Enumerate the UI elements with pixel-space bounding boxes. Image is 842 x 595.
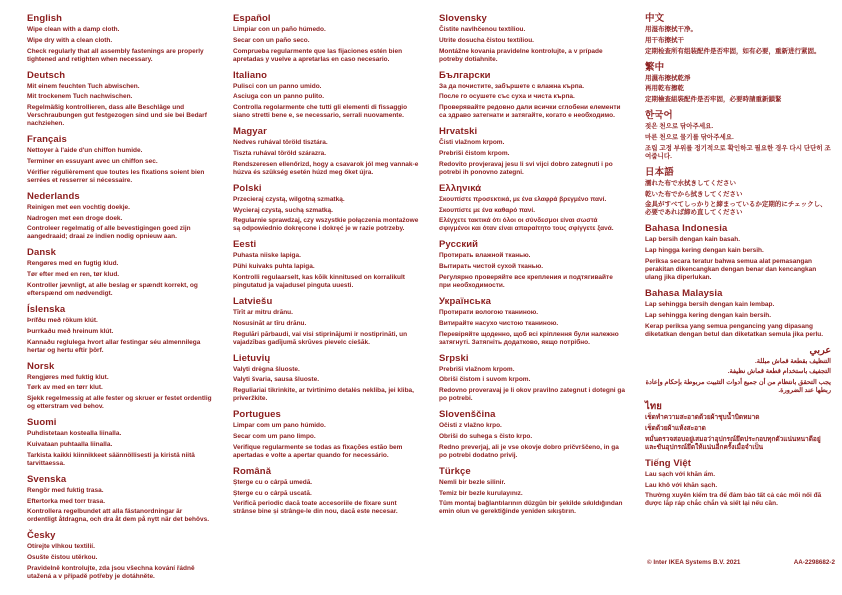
language-section [233, 296, 419, 347]
instruction-line: Utrite dosucha čistou textíliou. [439, 36, 534, 44]
language-heading: Español [233, 13, 271, 24]
language-heading: Bahasa Indonesia [645, 223, 728, 235]
instruction-line: Regelmäßig kontrollieren, dass alle Beschläge und Verschraubungen gut festgezogen sind und sie bei Bedarf nachziehen. [27, 104, 207, 128]
instruction-line: Redno preverjaj, ali je vse okovje dobro pričvrščeno, in ga po potrebi dodatno privij. [439, 443, 619, 459]
instruction-line: Rengøres med en fugtig klud. [27, 260, 119, 268]
language-heading: Eesti [233, 239, 257, 251]
instruction-line: Lap sehingga kering dengan kain bersih. [645, 311, 772, 319]
instruction-line: Lau khô với khăn sạch. [645, 481, 718, 489]
instruction-line: Obriši čistom i suvom krpom. [439, 376, 531, 384]
language-heading: Українська [439, 295, 491, 307]
instruction-line: Þrífðu með rökum klút. [27, 316, 98, 324]
instruction-line: Check regularly that all assembly fastenings are properly tightened and retighten when necessary. [27, 47, 204, 63]
language-column [27, 13, 213, 587]
instruction-line: Tīrīt ar mitru drānu. [233, 308, 293, 316]
language-heading: Srpski [439, 352, 469, 364]
language-column [439, 13, 625, 587]
instruction-line: Verifique regularmente se todas as fixações estão bem apertadas e volte a apertar quando for necessário. [233, 443, 403, 459]
language-heading: Portugues [233, 409, 281, 421]
instruction-line: Puhdistetaan kostealla liinalla. [27, 430, 122, 438]
instruction-line: 濡れた布で水拭きしてください [645, 179, 736, 187]
instruction-line: Thường xuyên kiểm tra để đảm bảo tất cả các mối nối đã được lắp ráp chắc chắn và siết lại nếu cần. [645, 492, 822, 508]
language-section [233, 353, 419, 404]
language-heading: Íslenska [27, 303, 66, 315]
instruction-line: Nettoyer à l'aide d'un chiffon humide. [27, 147, 143, 155]
instruction-line: 젖은 천으로 닦아주세요. [645, 123, 714, 131]
language-section [27, 304, 213, 355]
copyright-text: © Inter IKEA Systems B.V. 2021 [647, 559, 741, 566]
instruction-line: เช็ดด้วยผ้าแห้งสะอาด [645, 424, 706, 432]
instruction-line: Tørk av med en tørr klut. [27, 384, 103, 392]
instruction-line: Wipe dry with a clean cloth. [27, 36, 113, 44]
language-section [439, 409, 625, 460]
instruction-line: Valyti drėgna šluoste. [233, 365, 300, 373]
language-heading: Русский [439, 239, 479, 251]
instruction-line: Čistite navlhčenou textíliou. [439, 26, 526, 33]
language-heading: عربي [809, 344, 831, 356]
instruction-line: Șterge cu o cârpă uscată. [233, 489, 312, 497]
instruction-line: Reguliariai tikrinkite, ar tvirtinimo detalės nekliba, jei kliba, priveržkite. [233, 387, 414, 403]
language-heading: Bahasa Malaysia [645, 287, 723, 299]
language-heading: 中文 [645, 13, 665, 24]
language-section [439, 296, 625, 347]
instruction-line: Перевіряйте щоденно, щоб всі кріплення були належно затягнуті. Затягніть додатково, якщо потрібно. [439, 330, 619, 346]
language-section [645, 458, 831, 509]
instruction-line: Tarkista kaikki kiinnikkeet säännöllisesti ja kiristä niitä tarvittaessa. [27, 451, 195, 467]
language-heading: Latviešu [233, 295, 273, 307]
instruction-line: 用湿布擦拭干净。 [645, 26, 697, 33]
language-heading: Tiếng Việt [645, 457, 692, 469]
language-heading: 한국어 [645, 110, 673, 122]
instruction-line: Pravidelně kontrolujte, zda jsou všechna kování řádně utažená a v případě potřeby je dotáhněte. [27, 564, 195, 580]
instruction-line: Kannaðu reglulega hvort allar festingar séu almennilega hertar og hertu eftir þörf. [27, 338, 201, 354]
language-heading: 繁中 [645, 61, 665, 73]
language-section [439, 183, 625, 234]
language-section [645, 345, 831, 396]
instruction-line: Osušte čistou utěrkou. [27, 554, 98, 562]
language-section [645, 401, 831, 452]
instruction-line: Kerap periksa yang semua pengancing yang dipasang diketatkan dengan betul dan diketatkan semula jika perlu. [645, 322, 824, 338]
instruction-line: За да почистите, забършете с влажна кърпа. [439, 82, 585, 90]
language-section [645, 62, 831, 105]
language-section [27, 70, 213, 129]
instruction-line: เช็ดทำความสะอาดด้วยผ้าชุบน้ำบิดหมาด [645, 414, 760, 422]
instruction-line: Limpiar con un paño húmedo. [233, 26, 326, 33]
language-heading: Deutsch [27, 69, 66, 81]
instruction-line: Kuivataan puhtaalla liinalla. [27, 440, 113, 448]
instruction-line: 조립 고정 부위를 정기적으로 확인하고 필요한 경우 다시 단단히 조여줍니다. [645, 144, 831, 160]
language-section [439, 353, 625, 404]
instruction-line: Przecieraj czystą, wilgotną szmatką. [233, 195, 345, 203]
instruction-line: 用濕布擦拭乾淨 [645, 74, 691, 82]
instruction-line: Регулярно проверяйте все крепления и подтягивайте при необходимости. [439, 273, 613, 289]
language-section [27, 191, 213, 242]
instruction-line: Lau sạch với khăn ẩm. [645, 470, 716, 478]
document-number: AA-2298682-2 [793, 559, 835, 566]
instruction-line: Șterge cu o cârpă umedă. [233, 478, 313, 486]
language-column [645, 13, 831, 587]
instruction-line: Regulāri pārbaudi, vai visi stiprinājumi ir nostiprināti, un vajadzības gadījumā skrūves pievelc ciešāk. [233, 330, 408, 346]
instruction-line: 定期檢查組裝配件是否牢固，必要時請重新鎖緊 [645, 96, 782, 104]
instruction-line: Eftertorka med torr trasa. [27, 497, 106, 505]
language-heading: Français [27, 134, 67, 146]
instruction-line: Secar con un paño seco. [233, 36, 310, 44]
instruction-line: التجفيف باستخدام قطعة قماش نظيفة. [727, 368, 831, 376]
instruction-line: Secar com um pano limpo. [233, 432, 316, 440]
instruction-line: 用干布擦拭干 [645, 36, 684, 44]
language-heading: Česky [27, 530, 56, 542]
language-section [439, 126, 625, 177]
language-section [645, 13, 831, 56]
language-heading: Türkçe [439, 465, 471, 477]
instruction-line: Redovno proveravaj je li okov pravilno zategnut i dotegni ga po potrebi. [439, 387, 626, 403]
instruction-line: Verifică periodic dacă toate accesoriile de fixare sunt strânse bine și strânge-le din nou, dacă este necesar. [233, 500, 398, 516]
instruction-line: Čisti vlažnom krpom. [439, 139, 505, 147]
instruction-line: التنظيف بقطعة قماش مبللة. [754, 357, 831, 365]
language-section [27, 474, 213, 525]
instruction-line: 定期检查所有组装配件是否牢固，如有必要，重新进行紧固。 [645, 47, 821, 55]
instruction-line: Lap bersih dengan kain basah. [645, 236, 740, 244]
language-heading: Magyar [233, 126, 267, 138]
language-columns [27, 13, 833, 587]
footer [647, 559, 835, 566]
instruction-line: Σκουπίστε προσεκτικά, με ένα ελαφρά βρεγμένο πανί. [439, 195, 607, 203]
instruction-line: Rengör med fuktig trasa. [27, 486, 104, 494]
language-section [233, 239, 419, 290]
language-section [645, 167, 831, 218]
instruction-line: Протирати вологою тканиною. [439, 308, 539, 316]
instruction-line: Otírejte vlhkou textilií. [27, 543, 95, 551]
instruction-line: Pühi kuivaks puhta lapiga. [233, 263, 315, 271]
language-heading: Slovenščina [439, 409, 496, 421]
language-section [233, 13, 419, 64]
language-heading: Polski [233, 182, 262, 194]
language-section [27, 13, 213, 64]
language-section [645, 288, 831, 339]
instruction-line: Regularnie sprawdzaj, czy wszystkie połączenia montażowe są odpowiednio dokręcone i dokręć je w razie potrzeby. [233, 217, 419, 233]
language-section [233, 70, 419, 121]
instruction-line: หมั่นตรวจสอบอยู่เสมอว่าอุปกรณ์ยึดประกอบทุกตัวแน่นหนาดีอยู่ และขันอุปกรณ์ยึดให้แน่นอีกครั้งเมื่อจำเป็น [645, 435, 821, 451]
instruction-line: 再用乾布擦乾 [645, 85, 684, 93]
language-heading: Hrvatski [439, 126, 478, 138]
instruction-line: Wipe clean with a damp cloth. [27, 26, 120, 33]
language-section [645, 223, 831, 282]
instruction-line: Periksa secara teratur bahwa semua alat pemasangan perakitan dikencangkan dengan benar dan kencangkan ulang jika diperlukan. [645, 257, 817, 281]
instruction-line: Prebriši vlažnom krpom. [439, 365, 515, 373]
instruction-line: Temiz bir bezle kurulayınız. [439, 489, 523, 497]
language-section [439, 239, 625, 290]
instruction-line: Asciuga con un panno pulito. [233, 93, 324, 101]
instruction-line: Rendszeresen ellenőrizd, hogy a csavarok jól meg vannak-e húzva és szükség esetén húzd meg őket újra. [233, 160, 419, 176]
instruction-line: Nedves ruhával töröld tisztára. [233, 139, 328, 147]
language-heading: Nederlands [27, 190, 80, 202]
instruction-line: Tüm montaj bağlantılarının düzgün bir şekilde sıkıldığından emin olun ve gerektiğinde yeniden sıkıştırın. [439, 500, 623, 516]
instruction-line: Comprueba regularmente que las fijaciones estén bien apretadas y vuelve a apretarlas en caso necesario. [233, 47, 403, 63]
instruction-line: Проверявайте редовно дали всички сглобени елементи са здраво затегнати и затягайте, когато е необходимо. [439, 104, 621, 120]
instruction-line: Tiszta ruhával töröld szárazra. [233, 149, 327, 157]
instruction-line: Terminer en essuyant avec un chiffon sec. [27, 157, 158, 165]
instruction-line: Reinigen met een vochtig doekje. [27, 203, 130, 211]
instruction-line: 金具がすべてしっかりと締まっているか定期的にチェックし、必要であれば締め直してください [645, 201, 827, 217]
instruction-line: Pulisci con un panno umido. [233, 82, 322, 90]
instruction-line: Limpar com um pano húmido. [233, 422, 326, 430]
language-heading: Română [233, 465, 272, 477]
instruction-line: Nemli bir bezle silinir. [439, 478, 506, 486]
instruction-line: Протирать влажной тканью. [439, 252, 531, 260]
language-heading: English [27, 13, 63, 24]
language-section [439, 70, 625, 121]
language-section [27, 247, 213, 298]
instruction-line: Montážne kovania pravidelne kontrolujte, a v prípade potreby dotiahnite. [439, 47, 603, 63]
language-section [233, 409, 419, 460]
language-heading: Ελληνικά [439, 182, 482, 194]
instruction-line: Lap sehingga bersih dengan kain lembap. [645, 300, 775, 308]
language-section [27, 417, 213, 468]
language-heading: Lietuvių [233, 352, 271, 364]
language-heading: Български [439, 69, 491, 81]
language-heading: Slovensky [439, 13, 487, 24]
language-heading: 日本語 [645, 166, 674, 178]
language-heading: Suomi [27, 417, 57, 429]
language-heading: Norsk [27, 360, 55, 372]
language-heading: Italiano [233, 69, 268, 81]
instruction-line: Controleer regelmatig of alle bevestigingen goed zijn aangedraaid; draai ze indien nodig opnieuw aan. [27, 225, 191, 241]
instruction-line: Σκουπίστε με ένα καθαρό πανί. [439, 206, 536, 214]
language-heading: Dansk [27, 247, 57, 259]
instruction-line: Obriši do suhega s čisto krpo. [439, 432, 533, 440]
instruction-line: Kontroller jævnligt, at alle beslag er spændt korrekt, og efterspænd om nødvendigt. [27, 281, 198, 297]
instruction-line: Redovito provjeravaj jesu li svi vijci dobro zategnuti i po potrebi ih ponovno zategni. [439, 160, 613, 176]
instruction-line: 마른 천으로 물기를 닦아주세요. [645, 133, 734, 141]
instruction-line: Kontrolli regulaarselt, kas kõik kinnitused on korralikult pingutatud ja vajadusel pinguta uuesti. [233, 273, 405, 289]
instruction-line: Očisti z vlažno krpo. [439, 422, 502, 430]
instruction-line: Rengjøres med fuktig klut. [27, 373, 109, 381]
language-section [27, 361, 213, 412]
instruction-line: Kontrollera regelbundet att alla fästanordningar är ordentligt åtdragna, och dra åt dem på nytt när det behövs. [27, 508, 210, 524]
instruction-line: Sjekk regelmessig at alle fester og skruer er festet ordentlig og etterstram ved behov. [27, 395, 212, 411]
instruction-line: Valyti švaria, sausa šluoste. [233, 376, 319, 384]
instruction-line: Nadrogen met een droge doek. [27, 214, 123, 222]
language-column [233, 13, 419, 587]
instruction-line: Nosusināt ar tīru drānu. [233, 319, 307, 327]
instruction-line: يجب التحقق بانتظام من أن جميع أدوات التثبيت مربوطة بإحكام وإعادة ربطها عند الضرورة. [645, 379, 831, 395]
instruction-line: Wycieraj czystą, suchą szmatką. [233, 206, 333, 214]
instruction-line: Lap hingga kering dengan kain bersih. [645, 247, 764, 255]
instruction-line: Вытирать чистой сухой тканью. [439, 263, 544, 271]
language-heading: ไทย [645, 401, 662, 413]
instruction-line: Ελέγχετε τακτικά ότι όλοι οι σύνδεσμοι είναι σωστά σφιγμένοι και όταν είναι απαραίτητο τους σφίγγετε ξανά. [439, 217, 614, 233]
instruction-line: Tør efter med en ren, tør klud. [27, 271, 120, 279]
language-heading: Svenska [27, 473, 67, 485]
instruction-line: Prebriši čistom krpom. [439, 149, 510, 157]
language-section [233, 183, 419, 234]
language-section [645, 110, 831, 161]
instruction-line: Mit einem feuchten Tuch abwischen. [27, 82, 140, 90]
language-section [233, 466, 419, 517]
instruction-line: Mit trockenem Tuch nachwischen. [27, 93, 133, 101]
instruction-line: Þurrkaðu með hreinum klút. [27, 327, 114, 335]
language-section [439, 466, 625, 517]
language-section [27, 134, 213, 185]
instruction-line: Витирайте насухо чистою тканиною. [439, 319, 559, 327]
instruction-line: 乾いた布でから拭きしてください [645, 190, 743, 198]
instruction-line: Controlla regolarmente che tutti gli elementi di fissaggio siano stretti bene e, se necessario, serrali nuovamente. [233, 104, 408, 120]
instruction-line: Puhasta niiske lapiga. [233, 252, 301, 260]
instruction-line: Vérifier régulièrement que toutes les fixations soient bien serrées et resserrer si nécessaire. [27, 168, 205, 184]
language-section [27, 530, 213, 581]
language-section [233, 126, 419, 177]
language-section [439, 13, 625, 64]
instruction-line: После го осушете със суха и чиста кърпа. [439, 93, 575, 101]
